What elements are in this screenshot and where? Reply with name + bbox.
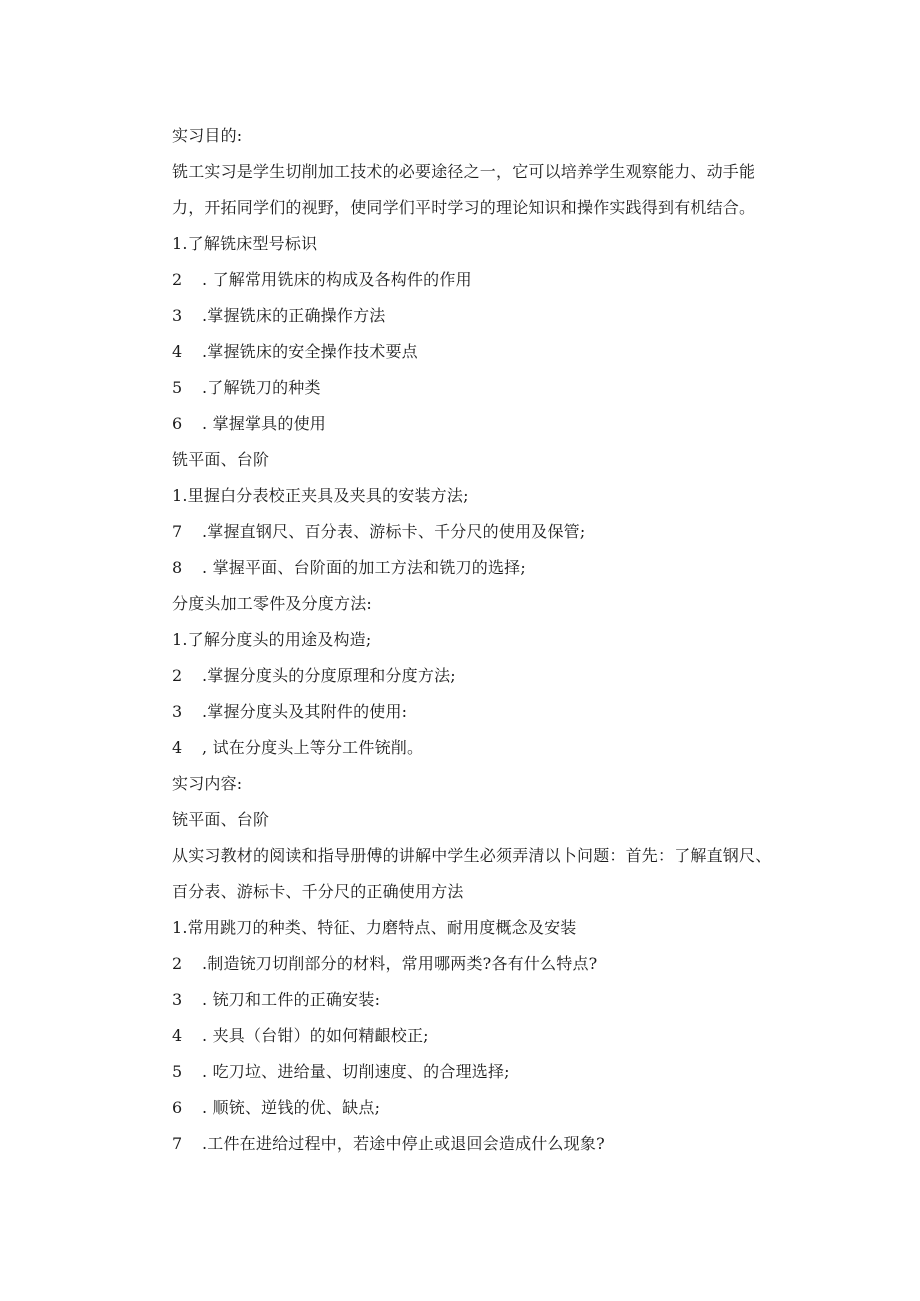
item-text: . 掌握平面、台阶面的加工方法和铣刀的选择; (202, 558, 526, 577)
section-heading-milling-plane (172, 442, 782, 478)
item-text: 了解铣床型号标识 (187, 234, 318, 253)
list-item (172, 910, 782, 946)
list-item (172, 514, 782, 550)
heading-text: 实习内容: (172, 774, 243, 793)
item-number: 1. (172, 918, 188, 937)
list-item (172, 1018, 782, 1054)
list-item (172, 226, 782, 262)
item-number: 7 (172, 1134, 183, 1153)
item-number: 5 (172, 378, 183, 397)
heading-text: 分度头加工零件及分度方法: (172, 594, 372, 613)
item-number: 3 (172, 306, 183, 325)
heading-text: 实习目的: (172, 126, 243, 145)
section-heading-milling-plane-2 (172, 802, 782, 838)
list-item (172, 694, 782, 730)
list-item (172, 622, 782, 658)
item-text: .了解铣刀的种类 (202, 378, 321, 397)
item-text: .掌握分度头的分度原理和分度方法; (202, 666, 456, 685)
paragraph-text: 从实习教材的阅读和指导册傅的讲解中学生必须弄清以卜问题：首先：了解直钢尺、百分表、游标卡、千分尺的正确使用方法 (172, 846, 772, 901)
list-item (172, 946, 782, 982)
section-heading-indexing-head (172, 586, 782, 622)
item-number: 7 (172, 522, 183, 541)
item-text: 常用跳刀的种类、特征、力磨特点、耐用度概念及安装 (187, 918, 577, 937)
item-text: . 顺铳、逆钱的优、缺点; (202, 1098, 381, 1117)
item-text: 了解分度头的用途及构造; (187, 630, 372, 649)
item-number: 2 (172, 666, 183, 685)
item-text: , 试在分度头上等分工件铳削。 (202, 738, 424, 757)
list-item (172, 262, 782, 298)
item-text: .掌握分度头及其附件的使用: (202, 702, 408, 721)
item-number: 3 (172, 702, 183, 721)
heading-text: 铣平面、台阶 (172, 450, 270, 469)
list-item (172, 478, 782, 514)
document-body (172, 118, 782, 1162)
section-heading-purpose (172, 118, 782, 154)
list-item (172, 550, 782, 586)
item-text: . 夹具（台钳）的如何精齦校正; (202, 1026, 429, 1045)
list-item (172, 730, 782, 766)
item-number: 1. (172, 486, 188, 505)
item-number: 6 (172, 414, 183, 433)
list-item (172, 1126, 782, 1162)
intro-paragraph (172, 154, 782, 226)
item-number: 4 (172, 1026, 183, 1045)
item-text: .工件在进给过程中，若途中停止或退回会造成什么现象? (202, 1134, 605, 1153)
item-text: .掌握直钢尺、百分表、游标卡、千分尺的使用及保管; (202, 522, 586, 541)
item-number: 6 (172, 1098, 183, 1117)
list-item (172, 1054, 782, 1090)
list-item (172, 982, 782, 1018)
item-number: 2 (172, 954, 183, 973)
list-item (172, 1090, 782, 1126)
item-number: 8 (172, 558, 183, 577)
item-text: .掌握铣床的安全操作技术要点 (202, 342, 418, 361)
list-item (172, 334, 782, 370)
item-text: .制造铳刀切削部分的材料，常用哪两类?各有什么特点? (202, 954, 598, 973)
heading-text: 铳平面、台阶 (172, 810, 270, 829)
list-item (172, 406, 782, 442)
list-item (172, 658, 782, 694)
list-item (172, 298, 782, 334)
item-text: . 铳刀和工件的正确安装: (202, 990, 381, 1009)
item-number: 4 (172, 342, 183, 361)
item-number: 5 (172, 1062, 183, 1081)
item-text: . 掌握掌具的使用 (202, 414, 326, 433)
item-text: 里握白分表校正夹具及夹具的安装方法; (187, 486, 469, 505)
paragraph-text: 铣工实习是学生切削加工技术的必要途径之一，它可以培养学生观察能力、动手能力，开拓同学们的视野，使同学们平时学习的理论知识和操作实践得到有机结合。 (172, 162, 756, 217)
item-text: . 吃刀垃、进给量、切削速度、的合理选择; (202, 1062, 510, 1081)
item-number: 3 (172, 990, 183, 1009)
item-number: 2 (172, 270, 183, 289)
item-text: . 了解常用铣床的构成及各构件的作用 (202, 270, 472, 289)
list-item (172, 370, 782, 406)
item-number: 1. (172, 234, 188, 253)
item-text: .掌握铣床的正确操作方法 (202, 306, 386, 325)
item-number: 1. (172, 630, 188, 649)
section-heading-content (172, 766, 782, 802)
item-number: 4 (172, 738, 183, 757)
content-paragraph (172, 838, 782, 910)
